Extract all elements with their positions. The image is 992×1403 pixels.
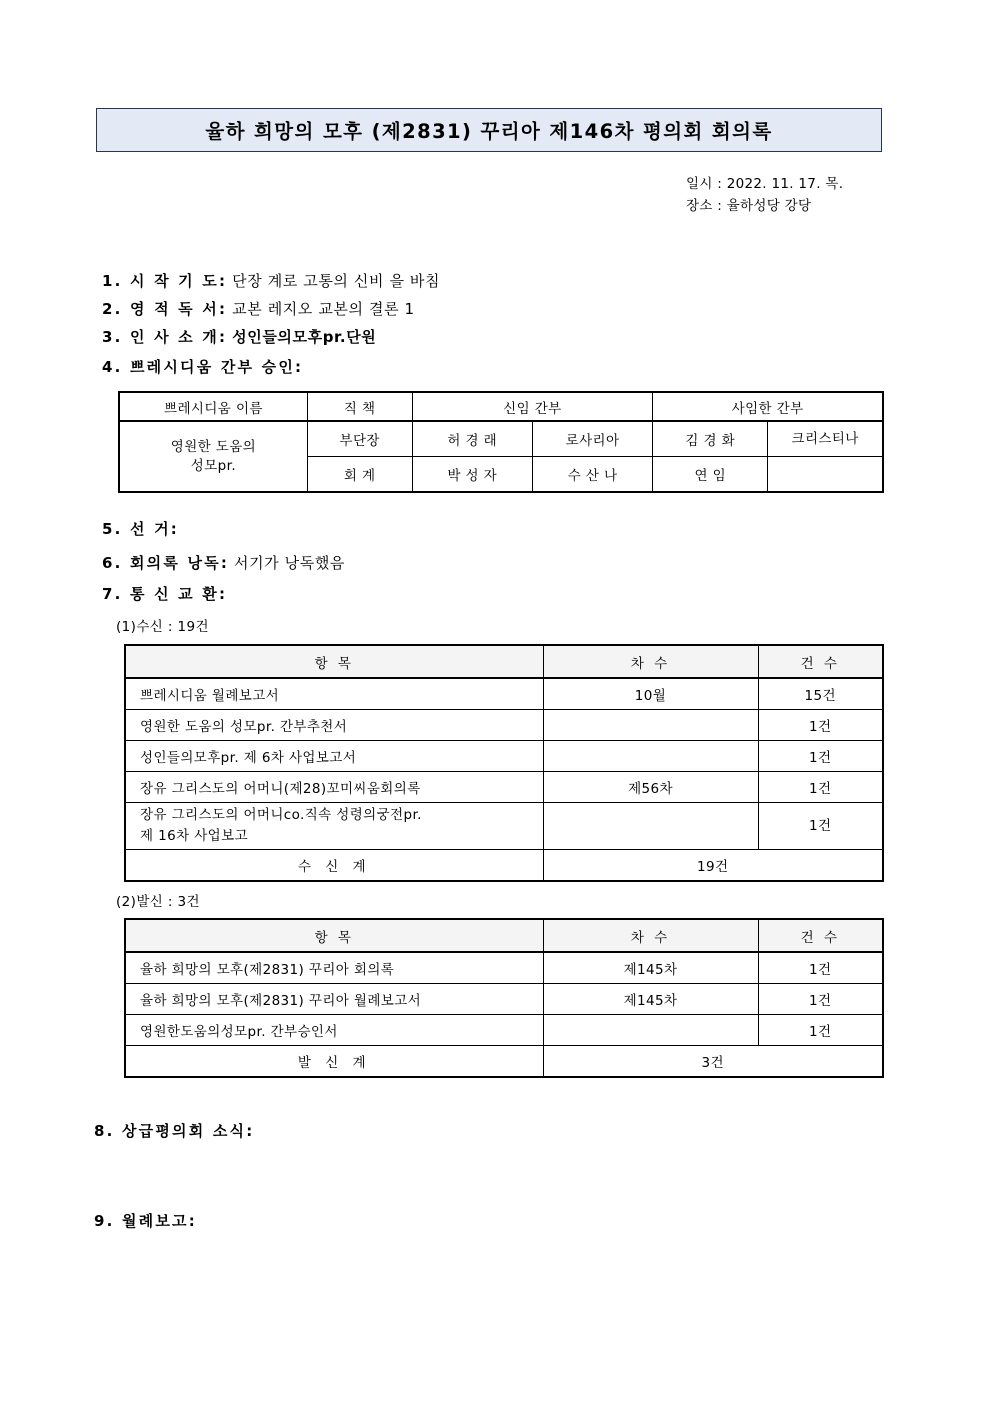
header-new-officers: 신임 간부 — [412, 392, 653, 421]
table-row — [125, 1015, 883, 1046]
table-header-row — [125, 919, 883, 952]
received-caption: (1)수신 : 19건 — [116, 619, 209, 635]
presidium-officer-table — [118, 391, 884, 493]
cell-order — [543, 803, 758, 850]
agenda-item-7 — [102, 583, 227, 604]
agenda-item-3 — [102, 326, 376, 347]
cell-item: 영원한도움의성모pr. 간부승인서 — [125, 1015, 543, 1046]
table-row — [125, 803, 883, 850]
header-resigned-officers: 사임한 간부 — [653, 392, 883, 421]
cell-resigned-name: 김 경 화 — [653, 421, 768, 457]
cell-count: 1건 — [758, 710, 883, 741]
header-presidium-name: 쁘레시디움 이름 — [119, 392, 307, 421]
cell-count: 1건 — [758, 952, 883, 984]
agenda-item-2 — [102, 298, 415, 319]
cell-total-value: 3건 — [543, 1046, 883, 1078]
header-count: 건 수 — [758, 645, 883, 678]
table-header-row — [125, 645, 883, 678]
header-item: 항 목 — [125, 645, 543, 678]
document-title-box — [96, 108, 882, 152]
agenda-item-1 — [102, 270, 440, 291]
cell-total-value: 19건 — [543, 850, 883, 882]
cell-order: 10월 — [543, 678, 758, 710]
agenda-item-8 — [94, 1120, 254, 1141]
cell-count: 1건 — [758, 984, 883, 1015]
cell-item: 영원한 도움의 성모pr. 간부추천서 — [125, 710, 543, 741]
agenda-item-1-label: 1. 시 작 기 도: — [102, 272, 228, 290]
cell-order — [543, 1015, 758, 1046]
cell-total-label: 발 신 계 — [125, 1046, 543, 1078]
sent-caption: (2)발신 : 3건 — [116, 894, 200, 910]
table-total-row — [125, 1046, 883, 1078]
cell-item: 율하 희망의 모후(제2831) 꾸리아 월례보고서 — [125, 984, 543, 1015]
table-row — [125, 984, 883, 1015]
cell-count: 1건 — [758, 741, 883, 772]
sent-correspondence-table — [124, 918, 884, 1078]
cell-item: 성인들의모후pr. 제 6차 사업보고서 — [125, 741, 543, 772]
agenda-item-6-label: 6. 회의록 낭독: — [102, 554, 230, 572]
meeting-date: 일시 : 2022. 11. 17. 목. — [686, 176, 844, 192]
agenda-item-3-value: 성인들의모후pr.단원 — [232, 328, 377, 346]
agenda-item-4-label: 4. 쁘레시디움 간부 승인: — [102, 358, 304, 376]
cell-resigned-saint — [768, 457, 883, 493]
agenda-item-1-value: 단장 계로 고통의 신비 을 바침 — [232, 272, 441, 290]
agenda-item-6 — [102, 552, 345, 573]
cell-position: 부단장 — [307, 421, 412, 457]
cell-total-label: 수 신 계 — [125, 850, 543, 882]
agenda-item-3-label: 3. 인 사 소 개: — [102, 328, 228, 346]
received-correspondence-table — [124, 644, 884, 882]
cell-count: 1건 — [758, 803, 883, 850]
agenda-item-8-label: 8. 상급평의회 소식: — [94, 1122, 255, 1140]
agenda-item-6-value: 서기가 낭독했음 — [234, 554, 345, 572]
table-total-row — [125, 850, 883, 882]
cell-count: 1건 — [758, 772, 883, 803]
agenda-item-5 — [102, 518, 179, 539]
cell-item: 쁘레시디움 월례보고서 — [125, 678, 543, 710]
cell-resigned-name: 연 임 — [653, 457, 768, 493]
cell-position: 회 계 — [307, 457, 412, 493]
table-row — [125, 741, 883, 772]
agenda-item-9 — [94, 1210, 197, 1231]
cell-count: 15건 — [758, 678, 883, 710]
table-row — [119, 421, 883, 457]
cell-new-saint: 수 산 나 — [532, 457, 652, 493]
cell-order — [543, 710, 758, 741]
cell-order: 제145차 — [543, 984, 758, 1015]
header-order: 차 수 — [543, 919, 758, 952]
cell-order: 제145차 — [543, 952, 758, 984]
table-row — [125, 710, 883, 741]
cell-resigned-saint: 크리스티나 — [768, 421, 883, 457]
table-row — [125, 678, 883, 710]
header-item: 항 목 — [125, 919, 543, 952]
agenda-item-2-label: 2. 영 적 독 서: — [102, 300, 228, 318]
table-row — [125, 772, 883, 803]
cell-new-name: 허 경 래 — [412, 421, 532, 457]
agenda-item-2-value: 교본 레지오 교본의 결론 1 — [232, 300, 415, 318]
header-order: 차 수 — [543, 645, 758, 678]
cell-item: 장유 그리스도의 어머니(제28)꼬미씨움회의록 — [125, 772, 543, 803]
table-header-row — [119, 392, 883, 421]
agenda-item-5-label: 5. 선 거: — [102, 520, 179, 538]
cell-new-saint: 로사리아 — [532, 421, 652, 457]
cell-item: 율하 희망의 모후(제2831) 꾸리아 회의록 — [125, 952, 543, 984]
cell-presidium-name: 영원한 도움의 성모pr. — [119, 421, 307, 492]
meeting-meta — [686, 173, 843, 217]
table-row — [125, 952, 883, 984]
cell-item: 장유 그리스도의 어머니co.직속 성령의궁전pr. 제 16차 사업보고 — [125, 803, 543, 850]
meeting-place: 장소 : 율하성당 강당 — [686, 198, 812, 214]
cell-order: 제56차 — [543, 772, 758, 803]
cell-order — [543, 741, 758, 772]
header-position: 직 책 — [307, 392, 412, 421]
agenda-item-7-label: 7. 통 신 교 환: — [102, 585, 228, 603]
header-count: 건 수 — [758, 919, 883, 952]
page-title: 율하 희망의 모후 (제2831) 꾸리아 제146차 평의회 회의록 — [205, 120, 773, 143]
agenda-item-9-label: 9. 월례보고: — [94, 1212, 197, 1230]
agenda-item-4 — [102, 356, 303, 377]
cell-count: 1건 — [758, 1015, 883, 1046]
cell-new-name: 박 성 자 — [412, 457, 532, 493]
